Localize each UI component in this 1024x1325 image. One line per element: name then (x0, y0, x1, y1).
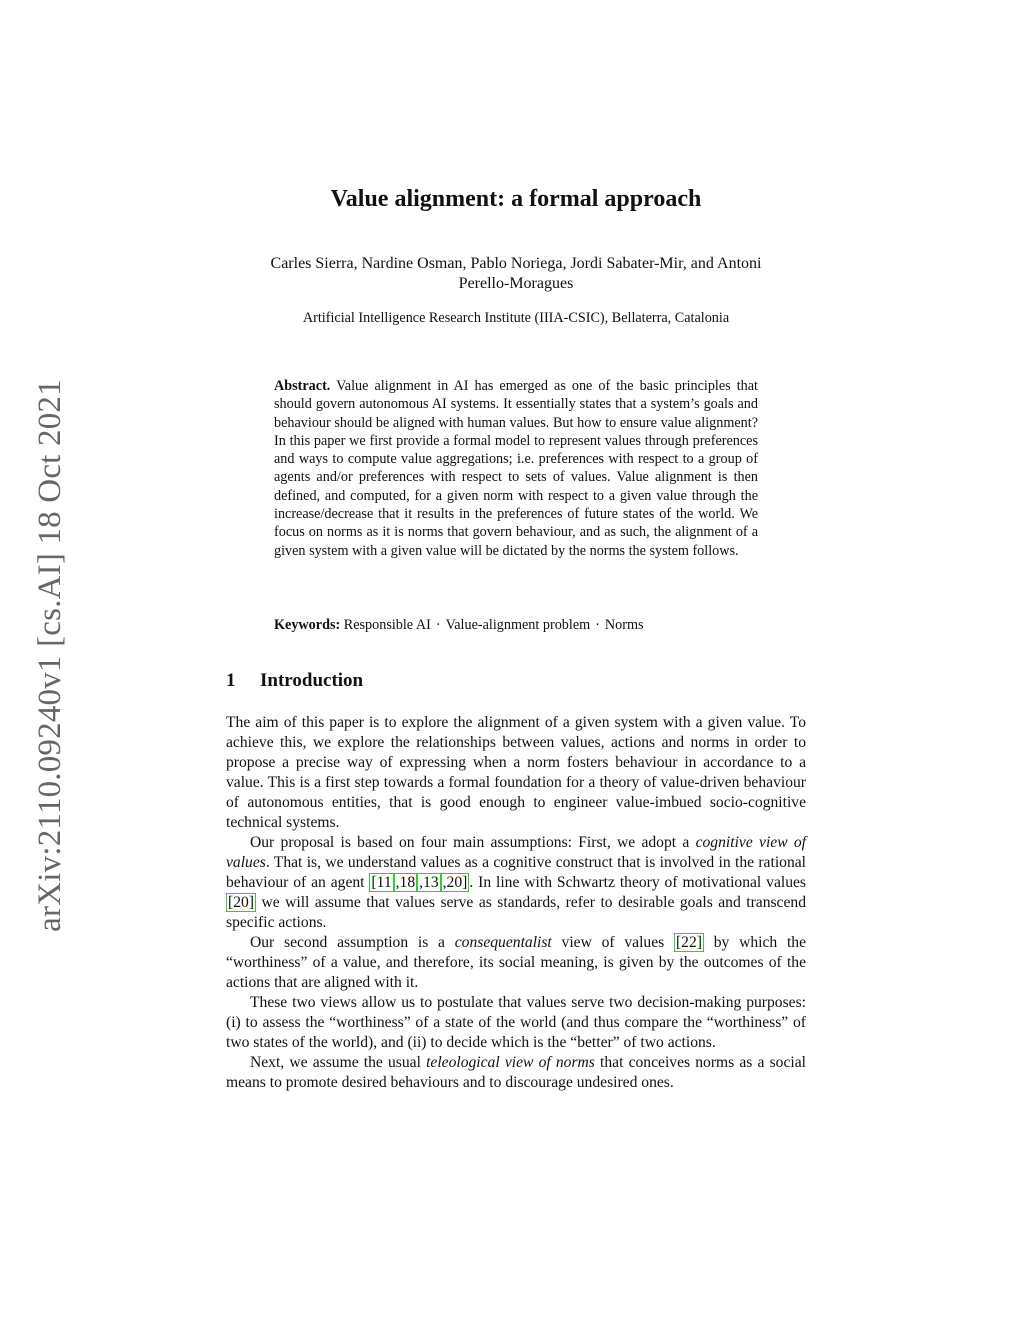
abstract (274, 377, 758, 560)
emphasis: teleological view of norms (426, 1054, 595, 1071)
paragraph (226, 833, 806, 933)
body-text (226, 713, 806, 1093)
arxiv-sidebar-stamp (30, 370, 70, 940)
authors-line-2: Perello-Moragues (458, 275, 574, 292)
paragraph: These two views allow us to postulate that values serve two decision-making purposes: (i) to assess the “worthiness” of a state of the world (and thus compare the “worthiness” of two states of the world), and (ii) to decide which is the “better” of two actions. (226, 994, 806, 1051)
keyword-separator: · (595, 617, 600, 633)
keyword-separator: · (435, 617, 441, 633)
authors-line-1: Carles Sierra, Nardine Osman, Pablo Noriega, Jordi Sabater-Mir, and Antoni (270, 255, 762, 272)
text-run: by which the “worthiness” of a value, and therefore, its social meaning, is given by the outcomes of the actions that are aligned with it. (226, 934, 806, 991)
arxiv-identifier: arXiv:2110.09240v1 [cs.AI] 18 Oct 2021 (31, 378, 68, 932)
section-number: 1 (226, 670, 236, 691)
text-run: we will assume that values serve as standards, refer to desirable goals and transcend specific actions. (226, 894, 806, 931)
section-heading (226, 670, 363, 692)
keyword: Value-alignment problem (445, 617, 591, 633)
citation-link[interactable]: ,20] (442, 874, 468, 891)
emphasis: cognitive view of values (226, 834, 806, 871)
citation-link[interactable]: [22] (675, 934, 702, 951)
text-run: Our second assumption is a (250, 934, 455, 951)
keywords-label: Keywords: (274, 617, 341, 633)
emphasis: consequentalist (454, 934, 552, 951)
citation-link[interactable]: ,18 (395, 874, 416, 891)
citation-link[interactable]: [11 (371, 874, 392, 891)
paper-title: Value alignment: a formal approach (330, 186, 702, 212)
keyword: Norms (604, 617, 644, 633)
text-run: that conceives norms as a social means to promote desired behaviours and to discourage undesired ones. (226, 1054, 806, 1091)
keywords (274, 617, 758, 634)
section-title: Introduction (260, 670, 364, 691)
paragraph: The aim of this paper is to explore the alignment of a given system with a given value. To achieve this, we explore the relationships between values, actions and norms in order to propose a precise way of expressing when a norm fosters behaviour in accordance to a value. This is a first step towards a formal foundation for a theory of value-driven behaviour of autonomous entities, that is good enough to engineer value-imbued socio-cognitive technical systems. (226, 714, 806, 831)
abstract-label: Abstract. (274, 378, 331, 394)
text-run: Our proposal is based on four main assumptions: First, we adopt a (250, 834, 696, 851)
text-run: Next, we assume the usual (250, 1054, 427, 1071)
text-run: view of values (551, 934, 674, 951)
keyword: Responsible AI (343, 617, 431, 633)
citation-link[interactable]: ,13 (419, 874, 439, 891)
paragraph (226, 1053, 806, 1093)
affiliation: Artificial Intelligence Research Institute (IIIA-CSIC), Bellaterra, Catalonia (302, 310, 730, 326)
text-run: . In line with Schwartz theory of motivational values (469, 874, 806, 891)
paragraph (226, 933, 806, 993)
abstract-text: Value alignment in AI has emerged as one of the basic principles that should govern autonomous AI systems. It essentially states that a system’s goals and behaviour should be aligned with human values. But how to ensure value alignment? In this paper we first provide a formal model to represent values through preferences and ways to compute value aggregations; i.e. preferences with respect to a group of agents and/or preferences with respect to sets of values. Value alignment is then defined, and computed, for a given norm with respect to a given value through the increase/decrease that it results in the preferences of future states of the world. We focus on norms as it is norms that govern behaviour, and as such, the alignment of a given system with a given value will be dictated by the norms the system follows. (274, 378, 758, 559)
text-run: . That is, we understand values as a cognitive construct that is involved in the rational behaviour of an agent (226, 854, 806, 891)
author-list (226, 254, 806, 294)
citation-link[interactable]: [20] (228, 894, 254, 911)
